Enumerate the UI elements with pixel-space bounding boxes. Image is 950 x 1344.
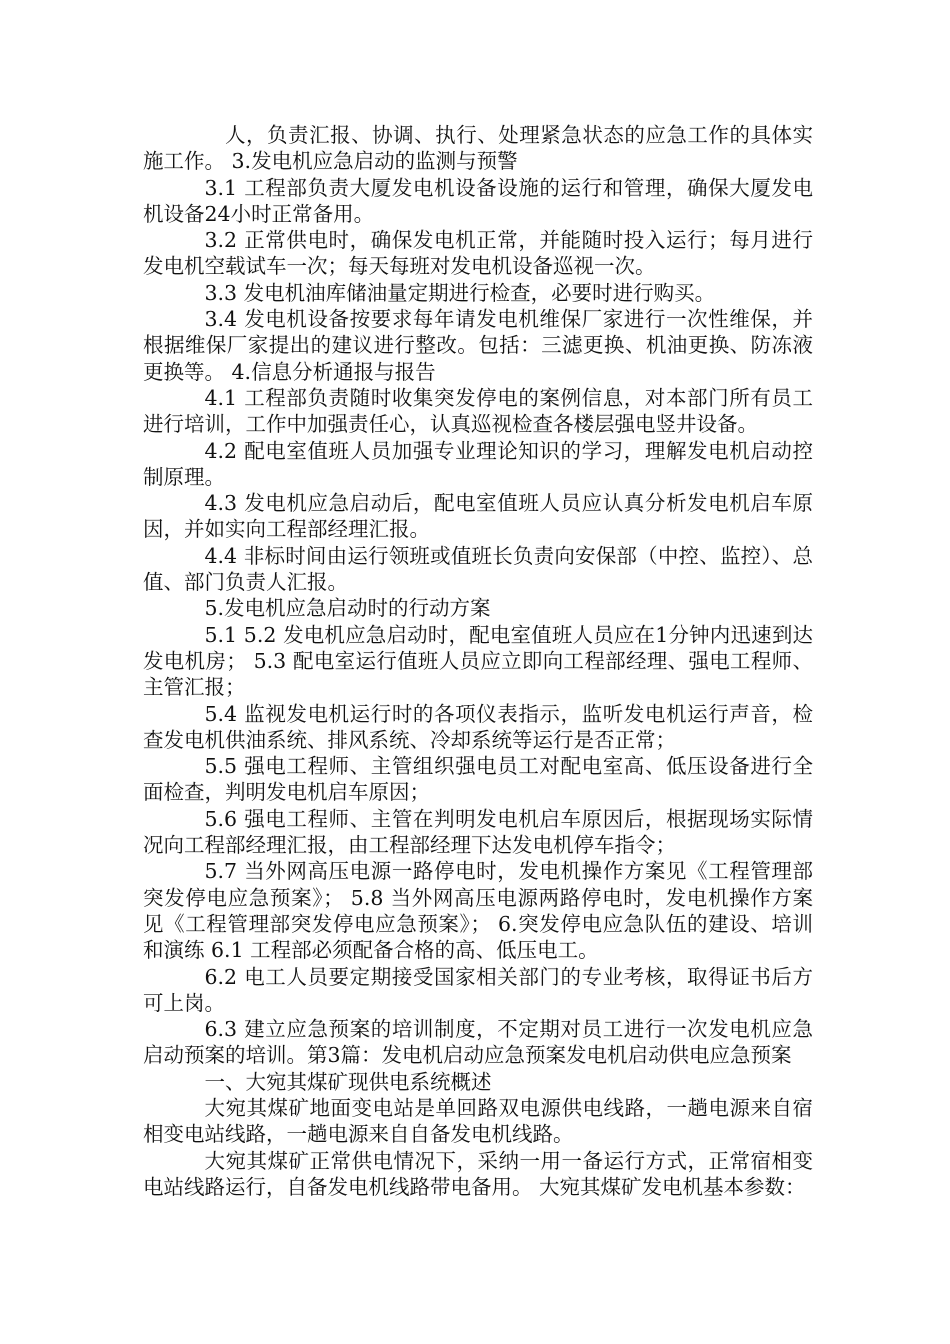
paragraph: 大宛其煤矿地面变电站是单回路双电源供电线路，一趟电源来自宿相变电站线路，一趟电源来自自备发电机线路。: [143, 1095, 813, 1147]
paragraph: 4.1 工程部负责随时收集突发停电的案例信息，对本部门所有员工进行培训，工作中加强责任心，认真巡视检查各楼层强电竖井设备。: [143, 385, 813, 437]
paragraph: 4.3 发电机应急启动后，配电室值班人员应认真分析发电机启车原因，并如实向工程部经理汇报。: [143, 491, 813, 542]
paragraph: 5.5 强电工程师、主管组织强电员工对配电室高、低压设备进行全面检查，判明发电机启车原因；: [143, 754, 813, 805]
paragraph: 5.6 强电工程师、主管在判明发电机启车原因后，根据现场实际情况向工程部经理汇报，由工程部经理下达发电机停车指令；: [143, 806, 813, 858]
paragraph: 4.4 非标时间由运行领班或值班长负责向安保部（中控、监控）、总值、部门负责人汇报。: [143, 543, 813, 595]
document-body: [143, 122, 813, 1200]
paragraph: 3.2 正常供电时，确保发电机正常，并能随时投入运行；每月进行发电机空载试车一次；每天每班对发电机设备巡视一次。: [143, 228, 813, 279]
paragraph: 4.2 配电室值班人员加强专业理论知识的学习，理解发电机启动控制原理。: [143, 438, 813, 489]
paragraph: 6.2 电工人员要定期接受国家相关部门的专业考核，取得证书后方可上岗。: [143, 964, 813, 1015]
section-heading: 一、大宛其煤矿现供电系统概述: [204, 1069, 492, 1094]
paragraph: 6.3 建立应急预案的培训制度，不定期对员工进行一次发电机应急启动预案的培训。第3篇：发电机启动应急预案发电机启动供电应急预案: [143, 1017, 813, 1068]
section-heading: 5.发电机应急启动时的行动方案: [204, 596, 491, 621]
paragraph: 大宛其煤矿正常供电情况下，采纳一用一备运行方式，正常宿相变电站线路运行，自备发电机线路带电备用。 大宛其煤矿发电机基本参数：: [143, 1148, 813, 1199]
paragraph: 3.4 发电机设备按要求每年请发电机维保厂家进行一次性维保，并根据维保厂家提出的建议进行整改。包括：三滤更换、机油更换、防冻液更换等。 4.信息分析通报与报告: [143, 307, 813, 384]
paragraph: 3.1 工程部负责大厦发电机设备设施的运行和管理，确保大厦发电机设备24小时正常备用。: [143, 175, 813, 226]
paragraph: 人，负责汇报、协调、执行、处理紧急状态的应急工作的具体实施工作。 3.发电机应急启动的监测与预警: [143, 123, 813, 174]
paragraph: 5.4 监视发电机运行时的各项仪表指示，监听发电机运行声音，检查发电机供油系统、排风系统、冷却系统等运行是否正常；: [143, 701, 813, 752]
paragraph: 5.1 5.2 发电机应急启动时，配电室值班人员应在1分钟内迅速到达发电机房； 5.3 配电室运行值班人员应立即向工程部经理、强电工程师、主管汇报；: [143, 622, 813, 700]
paragraph: 3.3 发电机油库储油量定期进行检查，必要时进行购买。: [204, 280, 716, 305]
paragraph: 5.7 当外网高压电源一路停电时，发电机操作方案见《工程管理部突发停电应急预案》； 5.8 当外网高压电源两路停电时，发电机操作方案见《工程管理部突发停电应急预案》； 6.突发停电应急队伍的建设、培训和演练 6.1 工程部必须配备合格的高、低压电工。: [143, 859, 813, 963]
